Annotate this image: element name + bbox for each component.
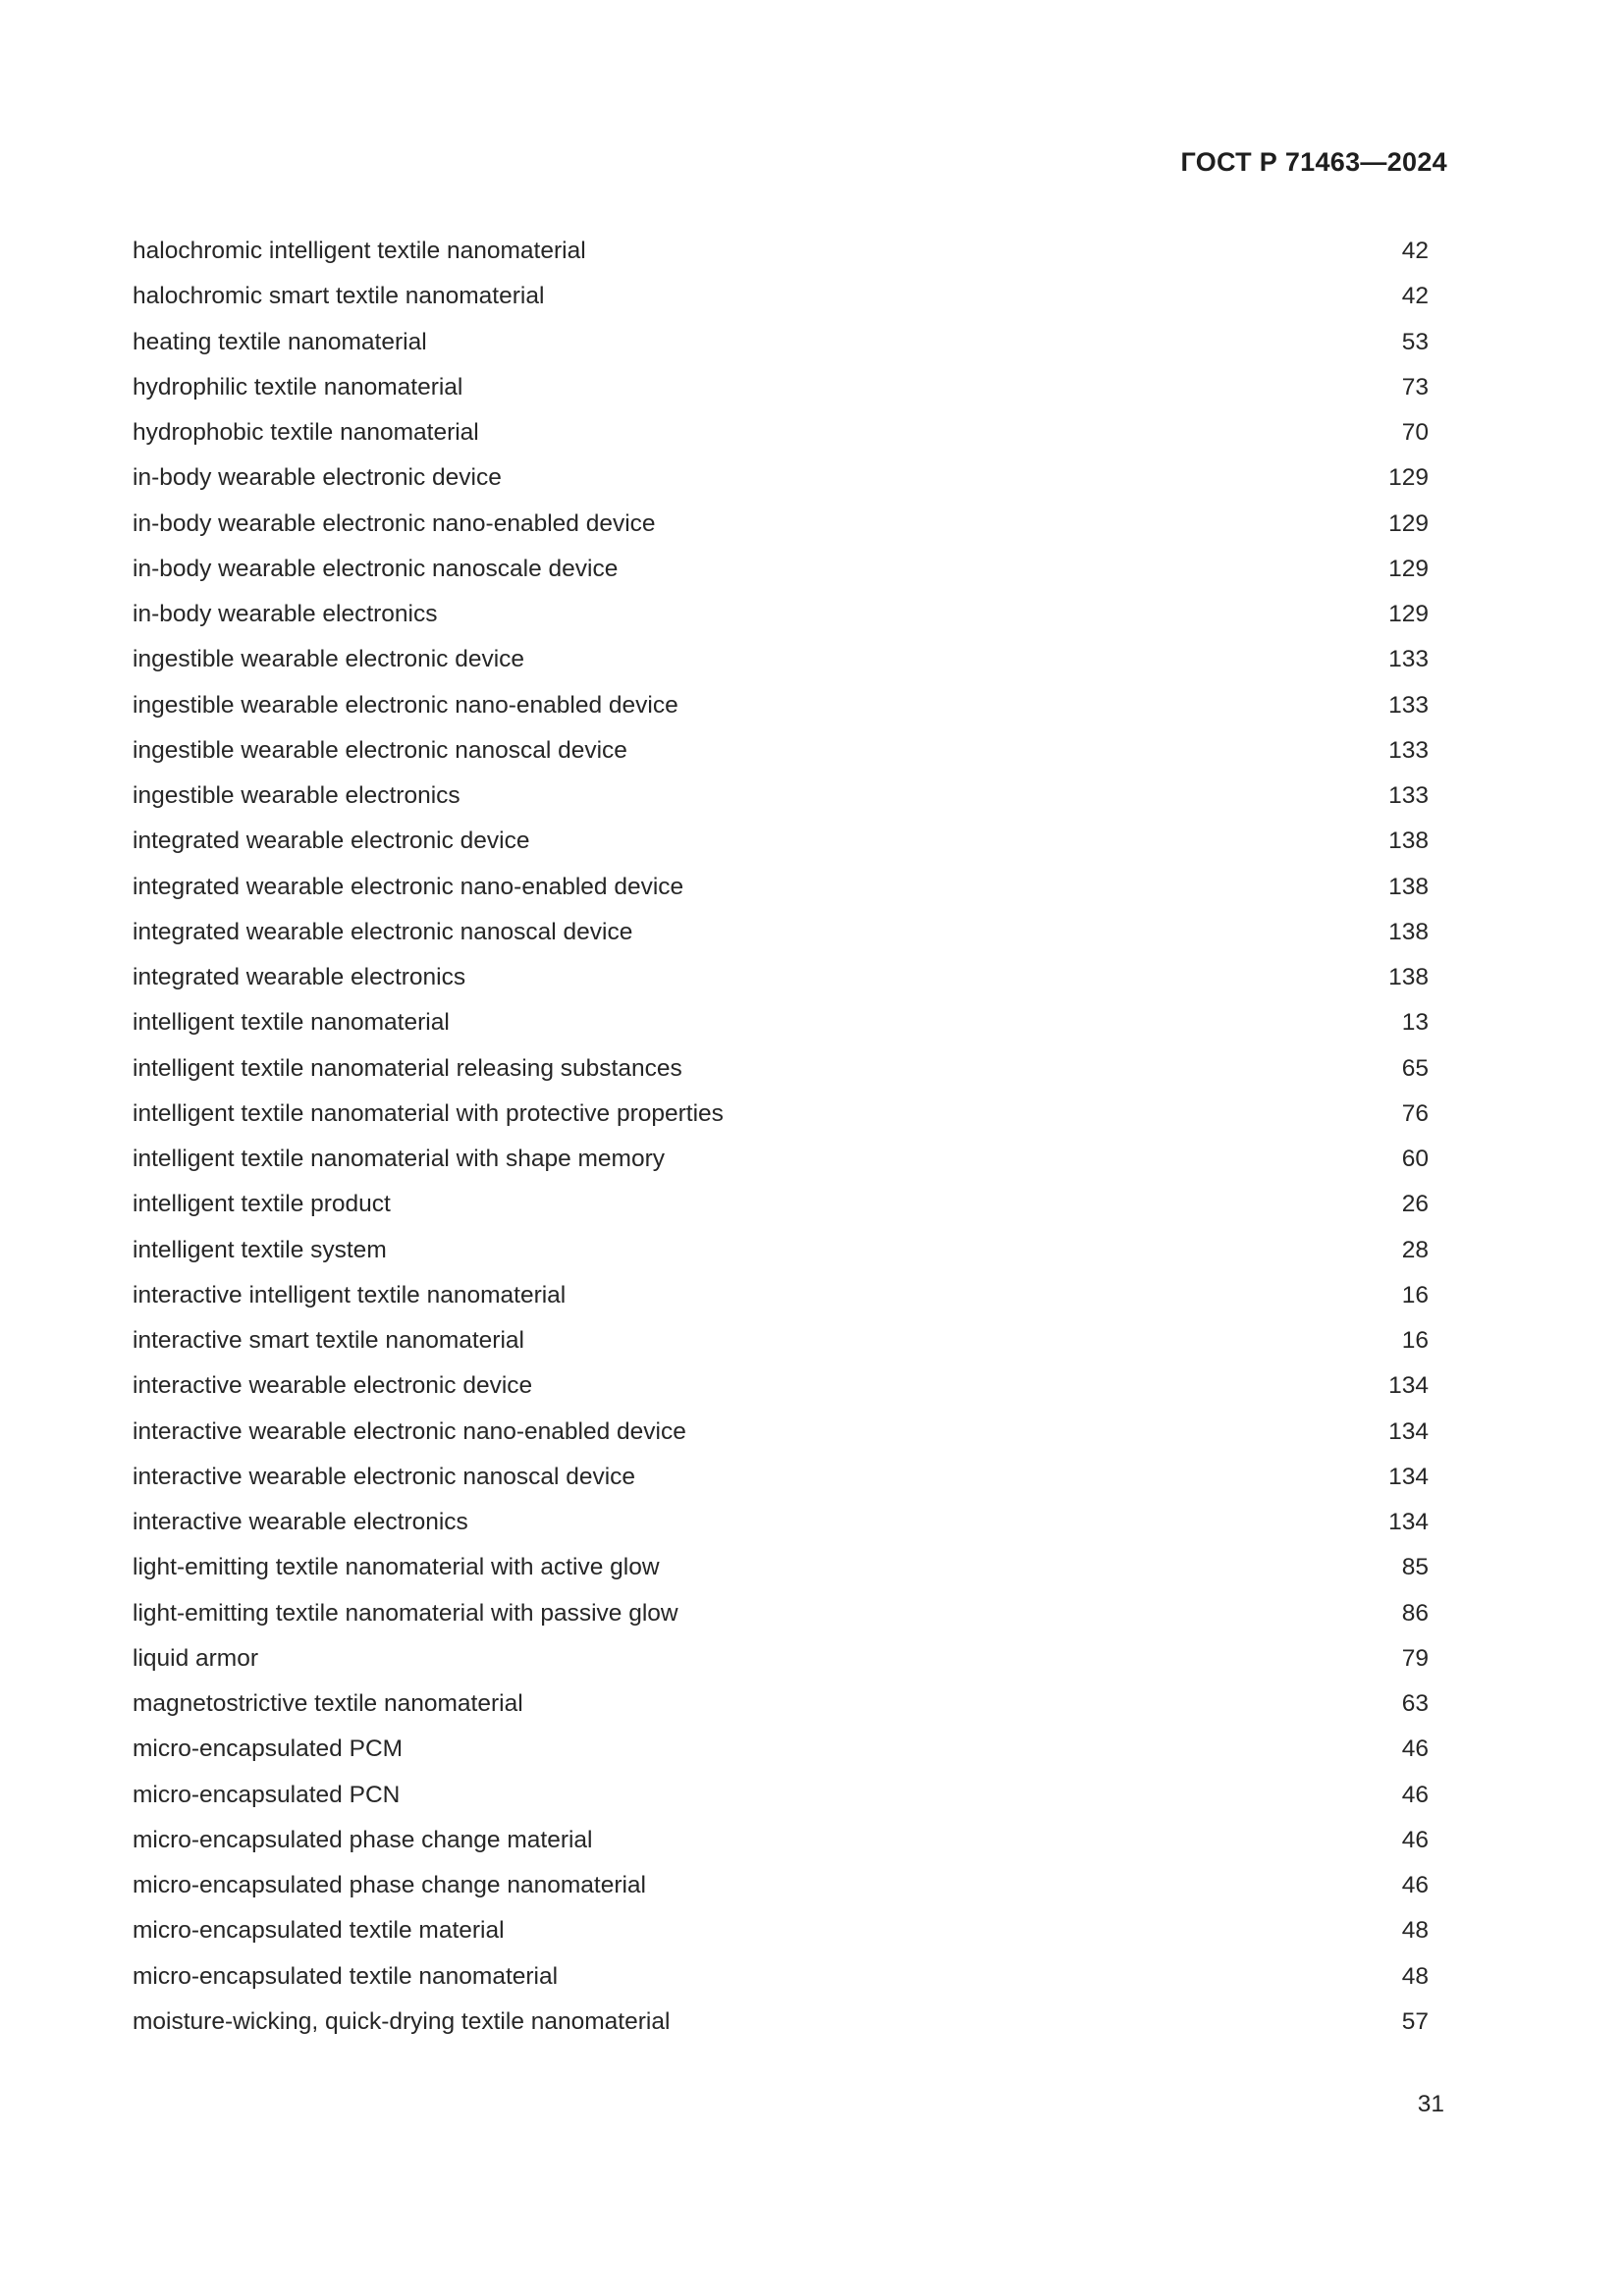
index-page-ref: 28 bbox=[1401, 1236, 1429, 1263]
index-term: in-body wearable electronic nano-enabled device bbox=[133, 509, 656, 537]
index-entry bbox=[133, 1599, 1429, 1644]
index-term: ingestible wearable electronic nano-enabled device bbox=[133, 691, 678, 719]
index-term: hydrophilic textile nanomaterial bbox=[133, 373, 463, 400]
index-term: interactive wearable electronic device bbox=[133, 1372, 533, 1400]
index-term: ingestible wearable electronics bbox=[133, 782, 460, 809]
index-entry bbox=[133, 827, 1429, 872]
index-term: intelligent textile nanomaterial with protective properties bbox=[133, 1099, 724, 1127]
index-term: intelligent textile system bbox=[133, 1236, 387, 1263]
index-page-ref: 60 bbox=[1401, 1146, 1429, 1172]
index-page-ref: 70 bbox=[1401, 419, 1429, 446]
index-page-ref: 129 bbox=[1388, 509, 1429, 537]
index-entry bbox=[133, 509, 1429, 555]
index-term: halochromic smart textile nanomaterial bbox=[133, 283, 545, 310]
index-page-ref: 129 bbox=[1388, 555, 1429, 582]
index-term: interactive wearable electronic nano-enabled device bbox=[133, 1417, 686, 1445]
index-entry bbox=[133, 2007, 1429, 2053]
index-term: in-body wearable electronic device bbox=[133, 464, 502, 492]
alphabetical-index bbox=[133, 237, 1429, 2053]
index-entry bbox=[133, 1326, 1429, 1371]
index-term: halochromic intelligent textile nanomaterial bbox=[133, 238, 586, 264]
index-page-ref: 46 bbox=[1401, 1826, 1429, 1853]
index-page-ref: 46 bbox=[1401, 1735, 1429, 1763]
index-page-ref: 134 bbox=[1388, 1372, 1429, 1400]
index-entry bbox=[133, 282, 1429, 327]
index-page-ref: 73 bbox=[1401, 373, 1429, 400]
index-page-ref: 138 bbox=[1388, 873, 1429, 900]
index-page-ref: 134 bbox=[1388, 1417, 1429, 1445]
index-page-ref: 26 bbox=[1401, 1191, 1429, 1218]
index-term: interactive wearable electronic nanoscal device bbox=[133, 1463, 636, 1490]
index-page-ref: 138 bbox=[1388, 964, 1429, 990]
index-entry bbox=[133, 1463, 1429, 1508]
index-term: intelligent textile nanomaterial releasing substances bbox=[133, 1054, 682, 1082]
index-term: heating textile nanomaterial bbox=[133, 328, 427, 355]
index-entry bbox=[133, 418, 1429, 463]
index-term: in-body wearable electronic nanoscale device bbox=[133, 555, 619, 582]
index-entry bbox=[133, 736, 1429, 781]
index-entry bbox=[133, 1644, 1429, 1689]
index-entry bbox=[133, 555, 1429, 600]
index-term: integrated wearable electronic nano-enabled device bbox=[133, 873, 684, 900]
index-page-ref: 63 bbox=[1401, 1690, 1429, 1717]
index-page-ref: 133 bbox=[1388, 736, 1429, 764]
index-term: hydrophobic textile nanomaterial bbox=[133, 419, 479, 446]
index-page-ref: 133 bbox=[1388, 782, 1429, 809]
index-term: micro-encapsulated PCM bbox=[133, 1735, 404, 1763]
index-page-ref: 65 bbox=[1401, 1054, 1429, 1082]
index-page-ref: 46 bbox=[1401, 1781, 1429, 1808]
index-entry bbox=[133, 1190, 1429, 1235]
index-page-ref: 16 bbox=[1401, 1281, 1429, 1308]
index-entry bbox=[133, 963, 1429, 1008]
index-entry bbox=[133, 1371, 1429, 1416]
index-entry bbox=[133, 1008, 1429, 1053]
page-number: 31 bbox=[1417, 2091, 1444, 2117]
index-term: interactive wearable electronics bbox=[133, 1509, 468, 1535]
index-page-ref: 42 bbox=[1401, 283, 1429, 310]
index-entry bbox=[133, 645, 1429, 690]
index-entry bbox=[133, 1781, 1429, 1826]
index-term: micro-encapsulated textile nanomaterial bbox=[133, 1962, 559, 1990]
index-term: light-emitting textile nanomaterial with active glow bbox=[133, 1554, 660, 1581]
index-entry bbox=[133, 1826, 1429, 1871]
index-entry bbox=[133, 328, 1429, 373]
index-term: interactive smart textile nanomaterial bbox=[133, 1327, 524, 1354]
index-entry bbox=[133, 918, 1429, 963]
index-term: light-emitting textile nanomaterial with passive glow bbox=[133, 1599, 678, 1627]
index-term: intelligent textile nanomaterial with shape memory bbox=[133, 1146, 665, 1172]
index-entry bbox=[133, 237, 1429, 282]
index-page-ref: 129 bbox=[1388, 464, 1429, 492]
index-page-ref: 138 bbox=[1388, 918, 1429, 945]
index-entry bbox=[133, 1962, 1429, 2007]
index-page-ref: 134 bbox=[1388, 1463, 1429, 1490]
index-entry bbox=[133, 1099, 1429, 1145]
index-page-ref: 13 bbox=[1401, 1009, 1429, 1037]
index-page-ref: 53 bbox=[1401, 328, 1429, 355]
index-page-ref: 46 bbox=[1401, 1872, 1429, 1898]
index-entry bbox=[133, 463, 1429, 508]
index-entry bbox=[133, 1508, 1429, 1553]
index-page-ref: 133 bbox=[1388, 691, 1429, 719]
index-entry bbox=[133, 600, 1429, 645]
index-entry bbox=[133, 1553, 1429, 1598]
index-entry bbox=[133, 1054, 1429, 1099]
index-entry bbox=[133, 373, 1429, 418]
index-entry bbox=[133, 1236, 1429, 1281]
index-term: integrated wearable electronic nanoscal device bbox=[133, 918, 633, 945]
document-code: ГОСТ Р 71463—2024 bbox=[1180, 147, 1447, 177]
index-term: intelligent textile product bbox=[133, 1191, 391, 1218]
index-term: micro-encapsulated PCN bbox=[133, 1781, 401, 1808]
index-term: magnetostrictive textile nanomaterial bbox=[133, 1690, 523, 1717]
index-term: intelligent textile nanomaterial bbox=[133, 1009, 450, 1037]
index-page-ref: 48 bbox=[1401, 1917, 1429, 1945]
index-page-ref: 48 bbox=[1401, 1962, 1429, 1990]
index-term: ingestible wearable electronic nanoscal device bbox=[133, 736, 627, 764]
index-entry bbox=[133, 781, 1429, 827]
index-page-ref: 16 bbox=[1401, 1327, 1429, 1354]
index-term: micro-encapsulated phase change nanomaterial bbox=[133, 1872, 646, 1898]
index-page-ref: 129 bbox=[1388, 601, 1429, 627]
index-entry bbox=[133, 1871, 1429, 1916]
index-term: interactive intelligent textile nanomaterial bbox=[133, 1281, 567, 1308]
index-term: integrated wearable electronics bbox=[133, 964, 466, 990]
index-page-ref: 138 bbox=[1388, 828, 1429, 855]
index-page-ref: 57 bbox=[1401, 2007, 1429, 2035]
index-term: moisture-wicking, quick-drying textile nanomaterial bbox=[133, 2007, 671, 2035]
index-page-ref: 86 bbox=[1401, 1599, 1429, 1627]
index-page-ref: 79 bbox=[1401, 1644, 1429, 1672]
index-entry bbox=[133, 1735, 1429, 1780]
index-term: ingestible wearable electronic device bbox=[133, 646, 525, 673]
index-term: integrated wearable electronic device bbox=[133, 828, 530, 855]
index-page-ref: 85 bbox=[1401, 1554, 1429, 1581]
index-term: micro-encapsulated textile material bbox=[133, 1917, 505, 1945]
index-entry bbox=[133, 873, 1429, 918]
index-entry bbox=[133, 691, 1429, 736]
index-entry bbox=[133, 1417, 1429, 1463]
index-term: liquid armor bbox=[133, 1644, 258, 1672]
index-term: in-body wearable electronics bbox=[133, 601, 438, 627]
index-entry bbox=[133, 1916, 1429, 1961]
index-entry bbox=[133, 1689, 1429, 1735]
index-page-ref: 76 bbox=[1401, 1099, 1429, 1127]
index-page-ref: 42 bbox=[1401, 238, 1429, 264]
index-term: micro-encapsulated phase change material bbox=[133, 1826, 593, 1853]
index-page-ref: 133 bbox=[1388, 646, 1429, 673]
index-entry bbox=[133, 1281, 1429, 1326]
index-page-ref: 134 bbox=[1388, 1509, 1429, 1535]
index-entry bbox=[133, 1145, 1429, 1190]
